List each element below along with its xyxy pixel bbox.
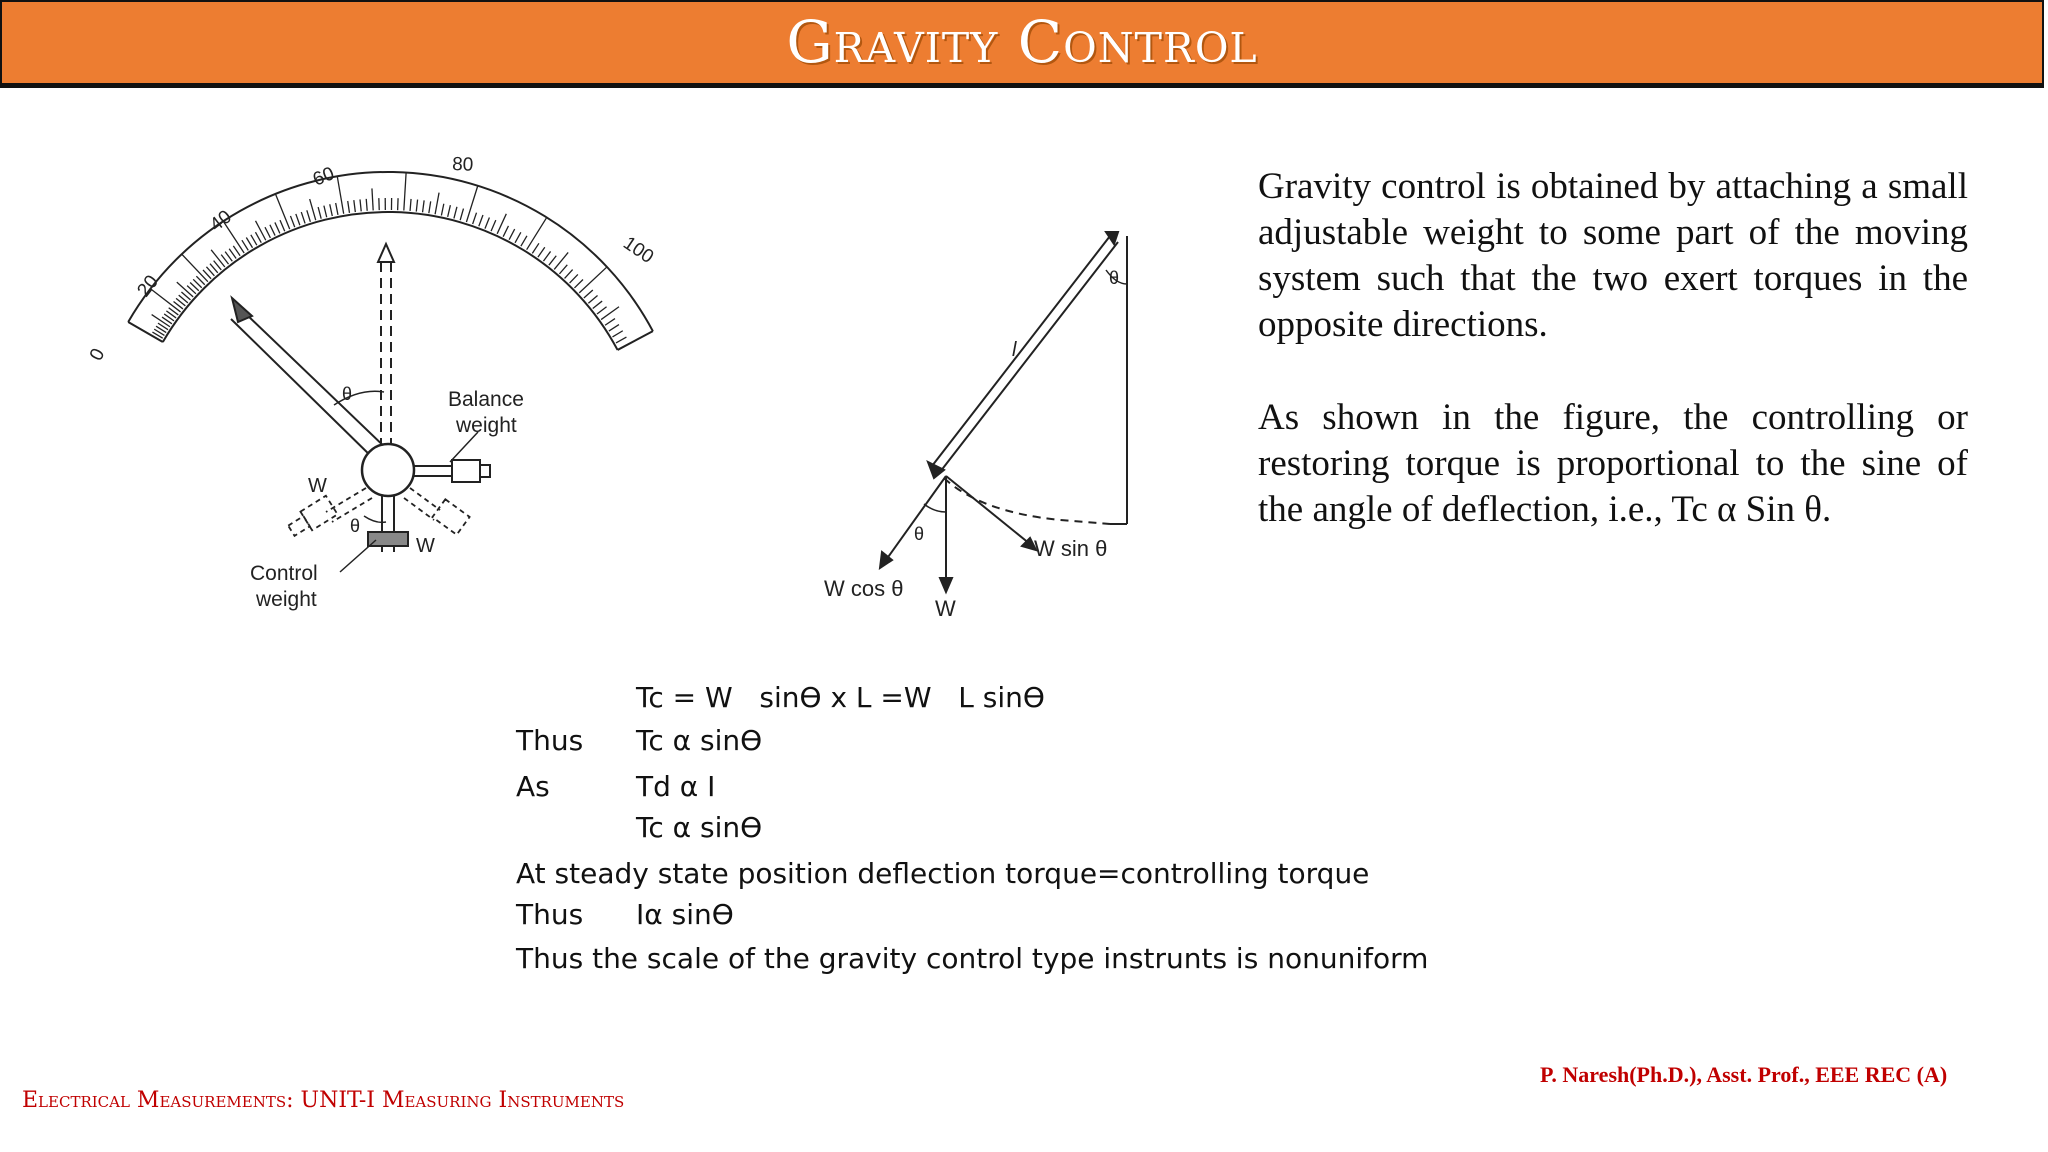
balance-label-2: weight (456, 414, 517, 437)
footer-author: P. Naresh(Ph.D.), Asst. Prof., EEE REC (A) (1540, 1062, 1948, 1087)
scale-label-100: 100 (619, 232, 658, 268)
displaced-weight-right (404, 488, 470, 535)
equation-conclusion: Thus the scale of the gravity control type instrunts is nonuniform (516, 942, 1429, 975)
control-weight-arrow (340, 540, 376, 572)
scale-label-20: 20 (133, 271, 163, 302)
pivot (362, 444, 414, 496)
equation-tc-sin: Tc α sinϴ (636, 724, 763, 757)
w-label: W (935, 596, 956, 621)
arm-line (932, 236, 1110, 466)
equation-td-i: Td α I (636, 770, 716, 803)
scale-label-60: 60 (310, 163, 338, 191)
control-weight (368, 496, 408, 552)
title-bar (0, 0, 2044, 88)
balance-label-1: Balance (448, 388, 524, 411)
equation-torque: Tc = W sinϴ x L =W L sinϴ (636, 681, 1045, 714)
equation-thus2-label: Thus (516, 898, 584, 931)
base-theta-label: θ (914, 524, 925, 544)
equation-steady-state: At steady state position deflection torque=controlling torque (516, 857, 1370, 890)
w-sin-vector (946, 476, 1030, 544)
w-sin-label: W sin θ (1034, 536, 1108, 561)
scale-label-0: 0 (85, 345, 110, 365)
footer-course: Electrical Measurements: UNIT-I Measuring Instruments (22, 1088, 625, 1113)
balance-weight (414, 460, 490, 482)
zero-position-pointer (378, 244, 394, 444)
control-label-1: Control (250, 562, 318, 585)
w-label-right: W (416, 535, 435, 557)
force-resolution-diagram (810, 220, 1140, 630)
scale-label-80: 80 (451, 154, 474, 176)
scale-labels (86, 154, 657, 364)
equation-as-label: As (516, 770, 550, 803)
w-label-left: W (308, 475, 327, 497)
gravity-control-meter-diagram (80, 140, 680, 630)
theta-label: θ (342, 384, 353, 404)
equation-i-sin: Iα sinϴ (636, 898, 734, 931)
control-label-2: weight (256, 588, 317, 611)
pointer (231, 298, 390, 462)
lower-theta-label: θ (350, 516, 361, 536)
paragraph-restoring-torque: As shown in the figure, the controlling or restoring torque is proportional to the sine of the angle of deflection, i.e., Tc α Sin θ. (1258, 397, 1968, 530)
w-cos-label: W cos θ (824, 576, 904, 601)
top-theta-label: θ (1109, 268, 1120, 288)
paragraph-gravity-control: Gravity control is obtained by attaching a small adjustable weight to some part of the moving system such that the two exert torques in the opposite directions. (1258, 166, 1968, 345)
length-label: l (1012, 339, 1017, 361)
swing-arc (944, 478, 1110, 524)
equation-tc-sin-2: Tc α sinϴ (636, 811, 763, 844)
arm-line-2 (940, 242, 1118, 472)
scale-label-40: 40 (206, 206, 236, 236)
w-cos-vector (886, 476, 946, 560)
equation-thus-label: Thus (516, 724, 584, 757)
slide-title: Gravity Control (786, 8, 1258, 76)
